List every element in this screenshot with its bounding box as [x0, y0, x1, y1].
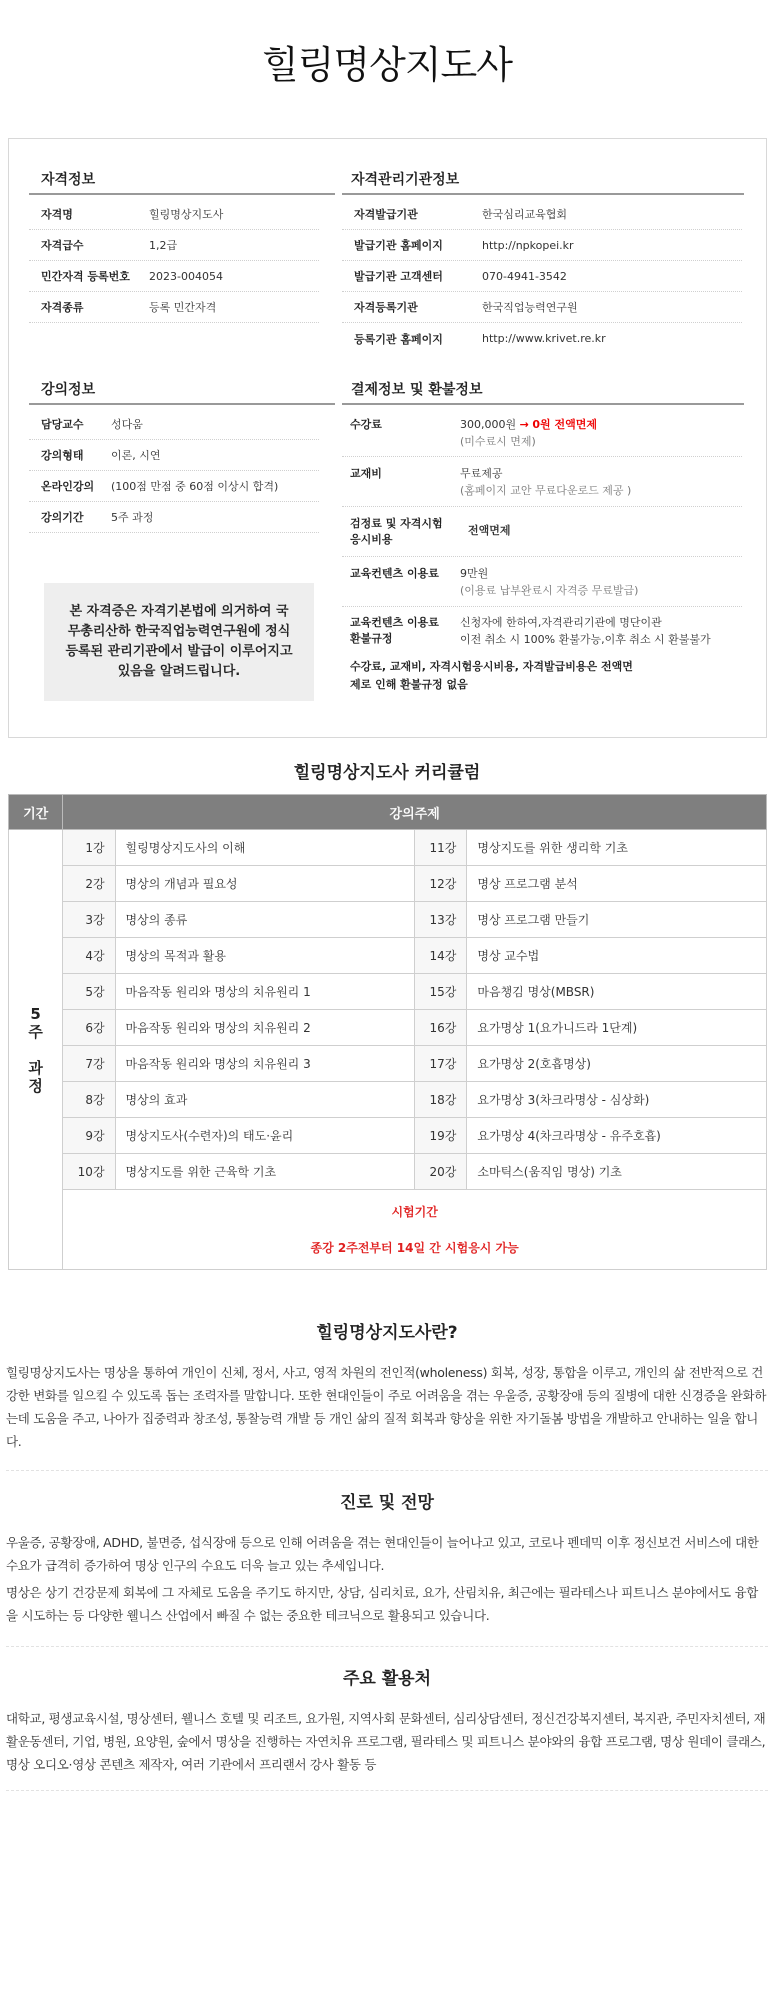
about-body: 힐링명상지도사는 명상을 통하여 개인이 신체, 정서, 사고, 영적 차원의 전인적(wholeness) 회복, 성장, 통합을 이루고, 개인의 삶 전반적으로 건강한 변화를 일으킬 수 있도록 돕는 조력자를 말합니다. 또한 현대인들이 주로 어려움을 겪는 우울증, 공황장애 등의 질병에 대한 신경증을 완화하는데 도움을 주고, 나아가 집중력과 창조성, 통찰능력 개발 등 개인 삶의 질적 회복과 향상을 위한 자기돌봄 방법을 개발하고 안내하는 일을 합니다. — [6, 1365, 767, 1449]
content-fee-main: 9만원 — [460, 567, 489, 580]
qual-key: 자격명 — [41, 208, 73, 221]
lesson-number: 11강 — [415, 830, 467, 866]
material-key: 교재비 — [350, 467, 382, 480]
lesson-title: 마음챙김 명상(MBSR) — [467, 974, 767, 1010]
col-topic-header: 강의주제 — [63, 795, 767, 830]
agency-info-divider — [342, 193, 744, 195]
exam-period-desc: 종강 2주전부터 14일 간 시험응시 가능 — [310, 1240, 519, 1255]
curriculum-row — [9, 1046, 767, 1082]
section-divider — [6, 1646, 768, 1647]
lecture-row — [29, 471, 319, 502]
lesson-title: 요가명상 4(차크라명상 - 유주호흡) — [467, 1118, 767, 1154]
curriculum-row — [9, 938, 767, 974]
lesson-title: 마음작동 원리와 명상의 치유원리 3 — [115, 1046, 415, 1082]
curriculum-row — [9, 902, 767, 938]
qual-value: 2023-004054 — [149, 269, 223, 283]
lesson-title: 명상지도를 위한 생리학 기초 — [467, 830, 767, 866]
lesson-title: 명상 프로그램 분석 — [467, 866, 767, 902]
fee-arrow: → — [519, 418, 529, 431]
lesson-title: 요가명상 2(호흡명상) — [467, 1046, 767, 1082]
curriculum-row — [9, 1010, 767, 1046]
lesson-number: 14강 — [415, 938, 467, 974]
lesson-title: 명상의 목적과 활용 — [115, 938, 415, 974]
lesson-title: 명상의 개념과 필요성 — [115, 866, 415, 902]
lecture-row — [29, 502, 319, 533]
qual-key: 자격종류 — [41, 301, 84, 314]
lecture-value: 성다움 — [111, 418, 143, 431]
lesson-title: 명상의 종류 — [115, 902, 415, 938]
registry-homepage-link[interactable]: http://www.krivet.re.kr — [482, 332, 606, 345]
exam-period-title: 시험기간 — [391, 1204, 438, 1219]
agency-value: 한국직업능력연구원 — [482, 301, 578, 314]
qual-value: 등록 민간자격 — [149, 301, 217, 314]
fee-value — [460, 416, 597, 450]
curriculum-row — [9, 1082, 767, 1118]
usage-section — [6, 1664, 768, 1776]
agency-row — [342, 230, 742, 261]
career-paragraph-1: 우울증, 공황장애, ADHD, 불면증, 섭식장애 등으로 인해 어려움을 겪는 현대인들이 늘어나고 있고, 코로나 펜데믹 이후 정신보건 서비스에 대한 수요가 급격히 증가하여 명상 인구의 수요도 더욱 늘고 있는 추세입니다. — [6, 1535, 759, 1573]
qual-row — [29, 292, 319, 323]
lesson-number: 2강 — [63, 866, 115, 902]
lesson-number: 17강 — [415, 1046, 467, 1082]
lesson-title: 명상 프로그램 만들기 — [467, 902, 767, 938]
content-fee-note: (이용료 납부완료시 자격증 무료발급) — [460, 584, 639, 597]
certification-notice: 본 자격증은 자격기본법에 의거하여 국무총리산하 한국직업능력연구원에 정식 등록된 관리기관에서 발급이 이루어지고 있음을 알려드립니다. — [44, 583, 314, 701]
refund-footer: 수강료, 교재비, 자격시험응시비용, 자격발급비용은 전액면제로 인해 환불규정 없음 — [350, 660, 633, 691]
agency-row — [342, 323, 742, 354]
course-period: 5 주 과 정 — [9, 830, 63, 1270]
lesson-number: 3강 — [63, 902, 115, 938]
lesson-title: 소마틱스(움직임 명상) 기초 — [467, 1154, 767, 1190]
lecture-key: 강의기간 — [41, 511, 84, 524]
lesson-title: 명상의 효과 — [115, 1082, 415, 1118]
curriculum-row — [9, 1118, 767, 1154]
lecture-row — [29, 409, 319, 440]
lecture-key: 강의형태 — [41, 449, 84, 462]
qual-row — [29, 261, 319, 292]
agency-key: 자격등록기관 — [354, 301, 418, 314]
qual-key: 민간자격 등록번호 — [41, 270, 130, 283]
agency-row — [342, 199, 742, 230]
fee-row — [342, 409, 742, 457]
material-note: (홈페이지 교안 무료다운로드 제공 ) — [460, 484, 632, 497]
agency-row — [342, 292, 742, 323]
about-title: 힐링명상지도사란? — [316, 1323, 458, 1343]
lesson-title: 명상지도를 위한 근육학 기초 — [115, 1154, 415, 1190]
about-section — [6, 1318, 768, 1453]
lecture-value: 이론, 시연 — [111, 449, 161, 462]
agency-key: 발급기관 홈페이지 — [354, 239, 443, 252]
lesson-number: 15강 — [415, 974, 467, 1010]
agency-value: 한국심리교육협회 — [482, 208, 568, 221]
section-divider — [6, 1790, 768, 1791]
lesson-number: 19강 — [415, 1118, 467, 1154]
material-row — [342, 457, 742, 507]
career-section — [6, 1488, 768, 1627]
payment-info-heading: 결제정보 및 환불정보 — [351, 382, 483, 398]
fee-price: 300,000원 — [460, 418, 517, 431]
curriculum-row — [9, 830, 767, 866]
lesson-title: 요가명상 3(차크라명상 - 심상화) — [467, 1082, 767, 1118]
lecture-key: 온라인강의 — [41, 480, 95, 493]
refund-row — [342, 607, 742, 653]
lesson-number: 7강 — [63, 1046, 115, 1082]
material-main: 무료제공 — [460, 467, 503, 480]
qual-info-heading: 자격정보 — [41, 172, 96, 188]
qual-key: 자격급수 — [41, 239, 84, 252]
lecture-key: 담당교수 — [41, 418, 84, 431]
agency-key: 등록기관 홈페이지 — [354, 332, 443, 346]
lesson-title: 마음작동 원리와 명상의 치유원리 2 — [115, 1010, 415, 1046]
lesson-number: 8강 — [63, 1082, 115, 1118]
lesson-title: 명상지도사(수련자)의 태도·윤리 — [115, 1118, 415, 1154]
lesson-number: 20강 — [415, 1154, 467, 1190]
lesson-number: 18강 — [415, 1082, 467, 1118]
career-paragraph-2: 명상은 상기 건강문제 회복에 그 자체로 도움을 주기도 하지만, 상담, 심리치료, 요가, 산림치유, 최근에는 필라테스나 피트니스 분야에서도 융합을 시도하는 등 다양한 웰니스 산업에서 빠질 수 없는 중요한 테크닉으로 활용되고 있습니다. — [6, 1585, 758, 1623]
lesson-number: 16강 — [415, 1010, 467, 1046]
curriculum-row — [9, 974, 767, 1010]
lecture-row — [29, 440, 319, 471]
exam-period-row — [9, 1190, 767, 1270]
curriculum-row — [9, 866, 767, 902]
usage-title: 주요 활용처 — [342, 1669, 432, 1689]
agency-key: 자격발급기관 — [354, 208, 418, 221]
lesson-number: 5강 — [63, 974, 115, 1010]
agency-row — [342, 261, 742, 292]
refund-line-1: 신청자에 한하여,자격관리기관에 명단이관 — [460, 616, 662, 629]
lesson-number: 13강 — [415, 902, 467, 938]
career-title: 진로 및 전망 — [340, 1493, 434, 1513]
content-fee-row — [342, 557, 742, 607]
qual-value: 힐링명상지도사 — [149, 208, 224, 221]
refund-value — [460, 614, 711, 648]
refund-key: 교육컨텐츠 이용료 환불규정 — [350, 616, 439, 645]
lesson-number: 4강 — [63, 938, 115, 974]
lesson-title: 명상 교수법 — [467, 938, 767, 974]
exam-fee-row — [342, 507, 742, 557]
info-box — [8, 138, 767, 738]
fee-free: 0원 전액면제 — [532, 418, 597, 431]
usage-body: 대학교, 평생교육시설, 명상센터, 웰니스 호텔 및 리조트, 요가원, 지역사회 문화센터, 심리상담센터, 정신건강복지센터, 복지관, 주민자치센터, 재활운동센터, 기업, 병원, 요양원, 숲에서 명상을 진행하는 자연치유 프로그램, 필라테스 및 피트니스 분야와의 융합 프로그램, 명상 원데이 클래스, 명상 오디오·영상 콘텐츠 제작자, 여러 기관에서 프리랜서 강사 활동 등 — [6, 1711, 766, 1772]
refund-line-2: 이전 취소 시 100% 환불가능,이후 취소 시 환불불가 — [460, 633, 711, 646]
exam-period — [63, 1190, 767, 1270]
lesson-number: 9강 — [63, 1118, 115, 1154]
lecture-info-heading: 강의정보 — [41, 382, 96, 398]
lesson-number: 1강 — [63, 830, 115, 866]
lesson-number: 10강 — [63, 1154, 115, 1190]
lesson-number: 12강 — [415, 866, 467, 902]
lesson-title: 마음작동 원리와 명상의 치유원리 1 — [115, 974, 415, 1010]
col-period-header: 기간 — [9, 795, 63, 830]
qual-row — [29, 230, 319, 261]
curriculum-table — [8, 794, 767, 1270]
curriculum-header-row — [9, 795, 767, 830]
agency-key: 발급기관 고객센터 — [354, 270, 443, 283]
agency-value: 070-4941-3542 — [482, 269, 567, 283]
exam-fee-key: 검정료 및 자격시험 응시비용 — [350, 517, 443, 546]
content-fee-key: 교육컨텐츠 이용료 — [350, 567, 439, 580]
lesson-title: 요가명상 1(요가니드라 1단계) — [467, 1010, 767, 1046]
qual-info-divider — [29, 193, 335, 195]
lecture-info-divider — [29, 403, 335, 405]
content-fee-value — [460, 565, 638, 599]
curriculum-title: 힐링명상지도사 커리큘럼 — [293, 763, 481, 783]
lesson-title: 힐링명상지도사의 이해 — [115, 830, 415, 866]
exam-fee-value: 전액면제 — [468, 524, 511, 537]
lecture-value: (100점 만점 중 60점 이상시 합격) — [111, 480, 279, 493]
payment-info-divider — [342, 403, 744, 405]
lecture-value: 5주 과정 — [111, 511, 154, 524]
fee-note: (미수료시 면제) — [460, 435, 536, 448]
fee-key: 수강료 — [350, 418, 382, 431]
page-title: 힐링명상지도사 — [262, 43, 512, 87]
material-value — [460, 465, 631, 499]
section-divider — [6, 1470, 768, 1471]
agency-info-heading: 자격관리기관정보 — [351, 172, 460, 188]
qual-value: 1,2급 — [149, 239, 178, 252]
agency-homepage-link[interactable]: http://npkopei.kr — [482, 238, 574, 252]
curriculum-row — [9, 1154, 767, 1190]
qual-row — [29, 199, 319, 230]
lesson-number: 6강 — [63, 1010, 115, 1046]
